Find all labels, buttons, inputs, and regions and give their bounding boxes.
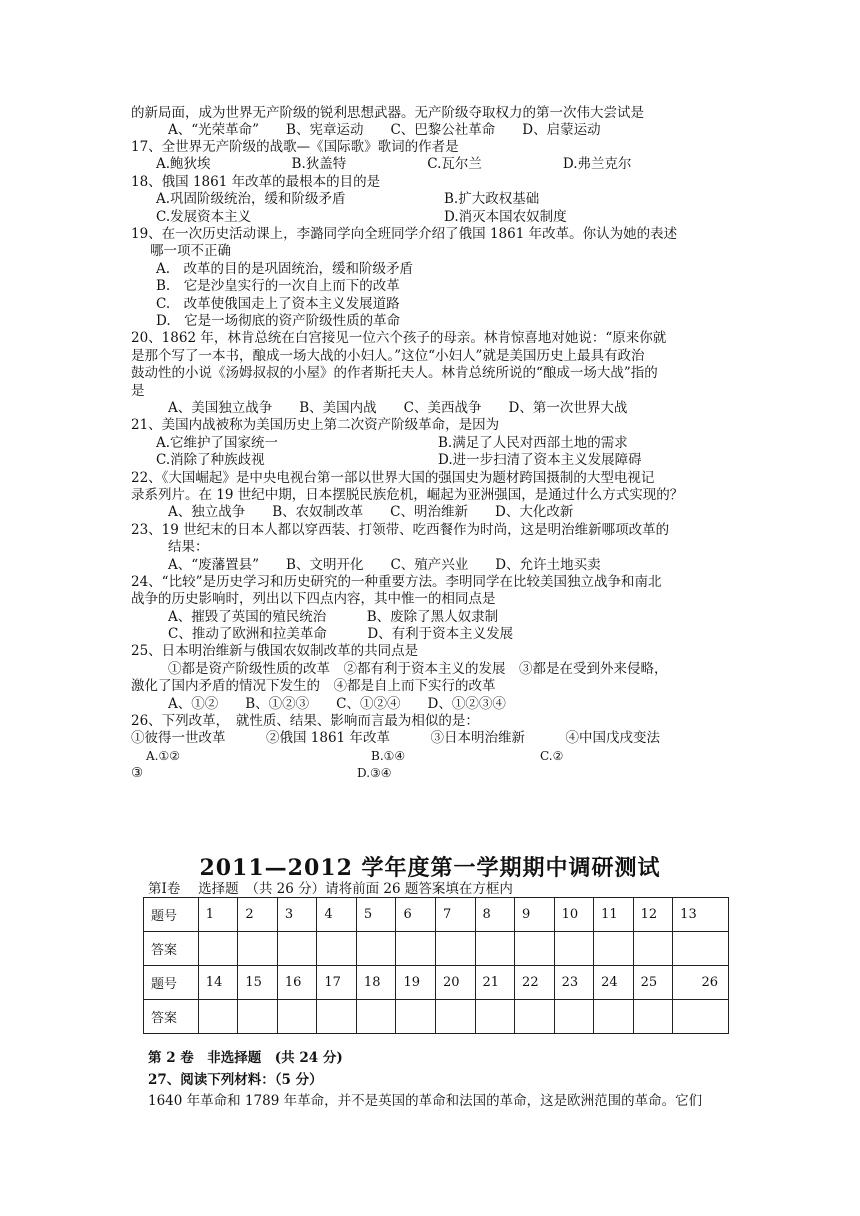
- cell-number: 18: [356, 966, 396, 1000]
- question-25: 25、日本明治维新与俄国农奴制改革的共同点是: [131, 643, 419, 659]
- answer-option: B.扩大政权基础: [444, 191, 540, 207]
- answer-cell[interactable]: [633, 1000, 673, 1034]
- answer-option: A. 改革的目的是巩固统治，缓和阶级矛盾: [156, 261, 414, 277]
- cell-number: 23: [554, 966, 594, 1000]
- label-answer: 答案: [144, 932, 199, 966]
- answer-cell[interactable]: [435, 932, 475, 966]
- answer-options: A、“废藩置县” B、文明开化 C、殖产兴业 D、允许土地买卖: [168, 557, 601, 573]
- answer-cell[interactable]: [198, 932, 238, 966]
- answer-cell[interactable]: [238, 932, 278, 966]
- cell-number: 13: [673, 898, 729, 932]
- answer-cell[interactable]: [673, 1000, 729, 1034]
- answer-option: D.进一步扫清了资本主义发展障碍: [438, 452, 642, 468]
- cell-number: 4: [317, 898, 357, 932]
- answer-option: B.①④: [371, 749, 406, 763]
- question-20: 20、1862 年，林肯总统在白宫接见一位六个孩子的母亲。林肯惊喜地对她说：“原来你就: [131, 330, 667, 346]
- cell-number: 24: [594, 966, 634, 1000]
- answer-option: D.消灭本国农奴制度: [444, 209, 567, 225]
- answer-option: C.消除了种族歧视: [156, 452, 265, 468]
- question-17: 17、全世界无产阶级的战歌—《国际歌》歌词的作者是: [131, 139, 459, 155]
- text-line: ①都是资产阶级性质的改革 ②都有利于资本主义的发展 ③都是在受到外来侵略，: [168, 661, 668, 677]
- answer-option: D.③④: [357, 766, 392, 780]
- cell-number: 17: [317, 966, 357, 1000]
- cell-number: 3: [277, 898, 317, 932]
- question-27: 27、阅读下列材料：（5 分）: [148, 1072, 323, 1088]
- cell-number: 1: [198, 898, 238, 932]
- answer-option: A.巩固阶级统治，缓和阶级矛盾: [156, 191, 346, 207]
- question-24: 24、“比较”是历史学习和历史研究的一种重要方法。李明同学在比较美国独立战争和南北: [131, 574, 662, 590]
- table-row: [144, 966, 729, 1000]
- answer-options: A、美国独立战争 B、美国内战 C、美西战争 D、第一次世界大战: [168, 400, 628, 416]
- text-line: ①彼得一世改革 ②俄国 1861 年改革 ③日本明治维新 ④中国戊戌变法: [131, 730, 660, 746]
- answer-cell[interactable]: [554, 932, 594, 966]
- answer-cell[interactable]: [277, 932, 317, 966]
- exam-title: 2011—2012 学年度第一学期期中调研测试: [199, 855, 661, 881]
- cell-number: 11: [594, 898, 634, 932]
- cell-number: 10: [554, 898, 594, 932]
- text-line: 激化了国内矛盾的情况下发生的 ④都是自上而下实行的改革: [131, 678, 496, 694]
- label-answer: 答案: [144, 1000, 199, 1034]
- table-row: [144, 1000, 729, 1034]
- answer-option: A.它维护了国家统一: [156, 435, 279, 451]
- text-line: 结果：: [168, 539, 209, 555]
- answer-options: A、摧毁了英国的殖民统治 B、废除了黑人奴隶制: [168, 609, 499, 625]
- text-line: 录系列片。在 19 世纪中期，日本摆脱民族危机，崛起为亚洲强国，是通过什么方式实现的？: [131, 487, 684, 503]
- cell-number: 22: [515, 966, 555, 1000]
- text-line: 是那个写了一本书，酿成一场大战的小妇人。”这位“小妇人”就是美国历史上最具有政治: [131, 348, 645, 364]
- answer-options: A、独立战争 B、农奴制改革 C、明治维新 D、大化改新: [168, 504, 574, 520]
- answer-cell[interactable]: [356, 1000, 396, 1034]
- answer-option: C.发展资本主义: [156, 209, 252, 225]
- answer-cell[interactable]: [198, 1000, 238, 1034]
- answer-option: ③: [131, 765, 144, 781]
- cell-number: 9: [515, 898, 555, 932]
- cell-number: 15: [238, 966, 278, 1000]
- answer-cell[interactable]: [594, 932, 634, 966]
- question-18: 18、俄国 1861 年改革的最根本的目的是: [131, 174, 381, 190]
- question-26: 26、下列改革， 就性质、结果、影响而言最为相似的是：: [131, 713, 479, 729]
- label-number: 题号: [144, 898, 199, 932]
- answer-cell[interactable]: [317, 932, 357, 966]
- section-1-heading: 第Ⅰ卷 选择题 （共 26 分）请将前面 26 题答案填在方框内: [148, 881, 513, 897]
- cell-number: 6: [396, 898, 436, 932]
- cell-number: 25: [633, 966, 673, 1000]
- table-row: [144, 898, 729, 932]
- label-number: 题号: [144, 966, 199, 1000]
- question-19: 19、在一次历史活动课上，李潞同学向全班同学介绍了俄国 1861 年改革。你认为她的表述: [131, 226, 678, 242]
- answer-cell[interactable]: [515, 1000, 555, 1034]
- answer-option: D. 它是一场彻底的资产阶级性质的革命: [156, 313, 401, 329]
- answer-option: B. 它是沙皇实行的一次自上而下的改革: [156, 278, 400, 294]
- cell-number: 2: [238, 898, 278, 932]
- answer-cell[interactable]: [435, 1000, 475, 1034]
- answer-cell[interactable]: [594, 1000, 634, 1034]
- answer-cell[interactable]: [633, 932, 673, 966]
- question-21: 21、美国内战被称为美国历史上第二次资产阶级革命，是因为: [131, 417, 500, 433]
- answer-cell[interactable]: [356, 932, 396, 966]
- answer-cell[interactable]: [475, 932, 515, 966]
- answer-cell[interactable]: [396, 932, 436, 966]
- answer-cell[interactable]: [554, 1000, 594, 1034]
- answer-options: A、①② B、①②③ C、①②④ D、①②③④: [168, 696, 506, 712]
- cell-number: 21: [475, 966, 515, 1000]
- text-line: 哪一项不正确: [150, 243, 231, 259]
- section-2-heading: 第 2 卷 非选择题 (共 24 分): [148, 1050, 343, 1066]
- answer-cell[interactable]: [317, 1000, 357, 1034]
- answer-cell[interactable]: [673, 932, 729, 966]
- cell-number: 16: [277, 966, 317, 1000]
- text-line: 是: [131, 383, 145, 399]
- cell-number: 20: [435, 966, 475, 1000]
- text-line: 鼓动性的小说《汤姆叔叔的小屋》的作者斯托夫人。林肯总统所说的“酿成一场大战”指的: [131, 365, 658, 381]
- answer-cell[interactable]: [277, 1000, 317, 1034]
- answer-option: B.满足了人民对西部土地的需求: [438, 435, 628, 451]
- text-line: 战争的历史影响时，列出以下四点内容，其中惟一的相同点是: [131, 591, 496, 607]
- answer-options: C、推动了欧洲和拉美革命 D、有利于资本主义发展: [168, 626, 514, 642]
- text-line: 的新局面，成为世界无产阶级的锐利思想武器。无产阶级夺取权力的第一次伟大尝试是: [131, 105, 644, 121]
- answer-options: A.鲍狄埃 B.狄盖特 C.瓦尔兰 D.弗兰克尔: [156, 156, 632, 172]
- cell-number: 14: [198, 966, 238, 1000]
- question-23: 23、19 世纪末的日本人都以穿西装、打领带、吃西餐作为时尚，这是明治维新哪项改革的: [131, 522, 670, 538]
- cell-number: 8: [475, 898, 515, 932]
- answer-cell[interactable]: [515, 932, 555, 966]
- answer-cell[interactable]: [238, 1000, 278, 1034]
- answer-option: C.②: [540, 749, 564, 763]
- answer-options: A、“光荣革命” B、宪章运动 C、巴黎公社革命 D、启蒙运动: [168, 122, 601, 138]
- cell-number: 19: [396, 966, 436, 1000]
- cell-number: 26: [673, 966, 729, 1000]
- answer-table: [143, 897, 729, 1034]
- table-row: [144, 932, 729, 966]
- answer-option: C. 改革使俄国走上了资本主义发展道路: [156, 296, 400, 312]
- answer-cell[interactable]: [475, 1000, 515, 1034]
- cell-number: 5: [356, 898, 396, 932]
- cell-number: 12: [633, 898, 673, 932]
- answer-option: A.①②: [146, 749, 180, 763]
- cell-number: 7: [435, 898, 475, 932]
- answer-cell[interactable]: [396, 1000, 436, 1034]
- question-22: 22、《大国崛起》是中央电视台第一部以世界大国的强国史为题材跨国摄制的大型电视记: [131, 470, 655, 486]
- question-27-text: 1640 年革命和 1789 年革命，并不是英国的革命和法国的革命，这是欧洲范围的革命。它们: [148, 1093, 703, 1109]
